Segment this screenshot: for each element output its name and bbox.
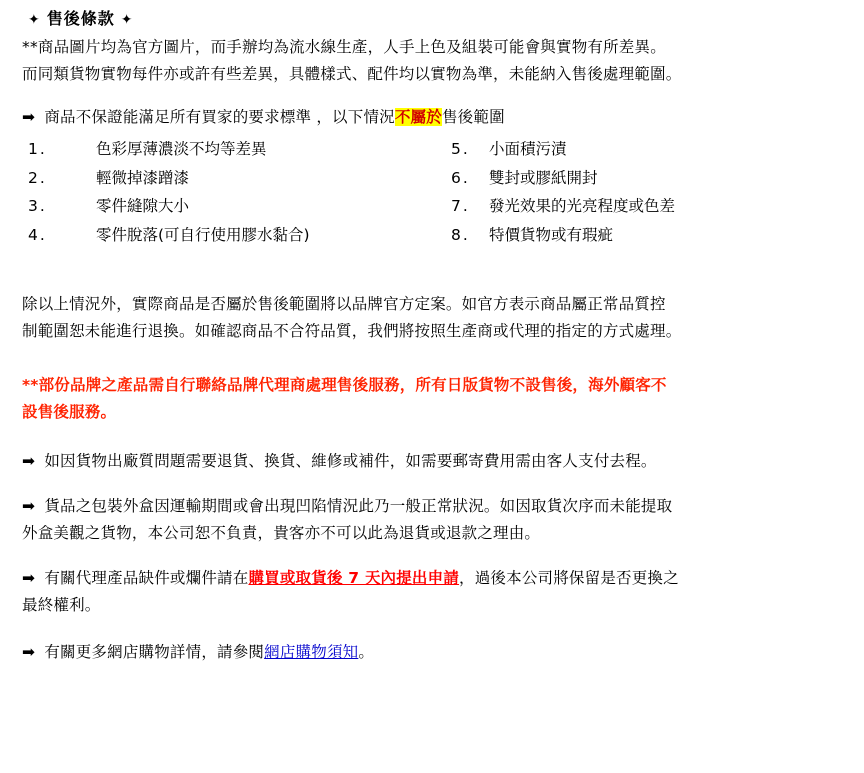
spacer bbox=[22, 476, 850, 494]
list-item-label: 零件縫隙大小 bbox=[96, 197, 190, 216]
shop-guide-link[interactable]: 網店購物須知 bbox=[264, 643, 359, 662]
bullet-agent-line-1 bbox=[22, 566, 850, 591]
bullet-link-line bbox=[22, 640, 850, 665]
bullet-agent-before-text: 有關代理產品缺件或爛件請在 bbox=[44, 569, 249, 588]
list-item bbox=[22, 168, 451, 187]
spacer bbox=[22, 347, 850, 373]
list-item-number: 7. bbox=[450, 197, 470, 216]
spacer bbox=[22, 256, 850, 292]
bullet-packaging-text-1: 貨品之包裝外盒因運輸期間或會出現凹陷情況此乃一般正常狀況。如因取貨次序而未能提取 bbox=[44, 496, 673, 515]
notice-after-text: 售後範圍 bbox=[441, 108, 505, 127]
list-item-label: 發光效果的光亮程度或色差 bbox=[488, 197, 675, 216]
bullet-agent-after-text: ，過後本公司將保留是否更換之 bbox=[459, 569, 679, 588]
diamond-icon-right: ✦ bbox=[120, 12, 134, 28]
list-item-number: 6. bbox=[450, 168, 470, 187]
arrow-icon: ➡ bbox=[22, 451, 36, 470]
bullet-shipping bbox=[22, 449, 850, 474]
notice-line bbox=[22, 105, 850, 130]
list-item bbox=[451, 199, 850, 215]
notice-before-text: 商品不保證能滿足所有買家的要求標準 ，以下情況 bbox=[44, 108, 395, 127]
spacer bbox=[22, 620, 850, 640]
policy-line-1: 除以上情況外，實際商品是否屬於售後範圍將以品牌官方定案。如官方表示商品屬正常品質控 bbox=[22, 295, 666, 314]
policy-line-2: 制範圍恕未能進行退換。如確認商品不合符品質，我們將按照生產商或代理的指定的方式處理。 bbox=[22, 322, 682, 341]
list-item bbox=[450, 168, 850, 187]
bullet-packaging-line-2: 外盒美觀之貨物，本公司恕不負責，貴客亦不可以此為退貨或退款之理由。 bbox=[22, 523, 541, 542]
list-item bbox=[22, 142, 451, 158]
page-title-text: 售後條款 bbox=[46, 9, 115, 28]
page-title bbox=[22, 6, 850, 29]
spacer bbox=[22, 89, 850, 105]
list-item-label: 特價貨物或有瑕疵 bbox=[488, 225, 613, 244]
bullet-link-after-text: 。 bbox=[358, 643, 375, 662]
list-item-label: 小面積污漬 bbox=[488, 140, 567, 159]
list-item-number: 4. bbox=[28, 225, 47, 244]
red-notice-line-1: **部份品牌之產品需自行聯絡品牌代理商處理售後服務，所有日版貨物不設售後，海外顧客不 bbox=[22, 375, 667, 394]
list-item bbox=[451, 142, 850, 158]
list-item-number: 2. bbox=[28, 168, 47, 187]
list-item bbox=[22, 225, 451, 244]
intro-line-1: **商品圖片均為官方圖片，而手辦均為流水線生產，人手上色及組裝可能會與實物有所差異。 bbox=[22, 38, 666, 56]
bullet-agent-emphasis-text: 購買或取貨後 7 天內提出申請 bbox=[248, 569, 460, 588]
exclusion-list-left bbox=[22, 142, 451, 256]
list-item-label: 雙封或膠紙開封 bbox=[488, 168, 598, 187]
diamond-icon-left: ✦ bbox=[28, 12, 41, 28]
red-notice-line-2: 設售後服務。 bbox=[22, 402, 117, 421]
list-item-number: 5. bbox=[450, 140, 470, 159]
list-item bbox=[22, 199, 451, 215]
arrow-icon: ➡ bbox=[22, 643, 36, 662]
exclusion-lists bbox=[22, 142, 850, 256]
arrow-icon: ➡ bbox=[22, 569, 36, 588]
bullet-link-before-text: 有關更多網店購物詳情，請參閱 bbox=[44, 643, 265, 662]
list-item bbox=[450, 225, 850, 244]
exclusion-list-right bbox=[451, 142, 850, 256]
list-item-number: 1. bbox=[28, 140, 47, 159]
list-item-label: 輕微掉漆蹭漆 bbox=[96, 168, 190, 187]
intro-line-2: 而同類貨物實物每件亦或許有些差異，具體樣式、配件均以實物為準，未能納入售後處理範圍。 bbox=[22, 65, 682, 84]
bullet-packaging-line-1 bbox=[22, 494, 850, 519]
arrow-icon: ➡ bbox=[22, 108, 36, 127]
list-item-number: 8. bbox=[450, 225, 470, 244]
bullet-shipping-text: 如因貨物出廠質問題需要退貨、換貨、維修或補件，如需要郵寄費用需由客人支付去程。 bbox=[44, 451, 657, 470]
arrow-icon: ➡ bbox=[22, 496, 36, 515]
list-item-label: 零件脫落(可自行使用膠水黏合) bbox=[96, 225, 310, 244]
spacer bbox=[22, 548, 850, 566]
list-item-number: 3. bbox=[28, 197, 47, 216]
spacer bbox=[22, 427, 850, 449]
list-item-label: 色彩厚薄濃淡不均等差異 bbox=[96, 140, 267, 159]
bullet-agent-line-2: 最終權利。 bbox=[22, 596, 101, 615]
notice-highlight-text: 不屬於 bbox=[394, 108, 442, 127]
